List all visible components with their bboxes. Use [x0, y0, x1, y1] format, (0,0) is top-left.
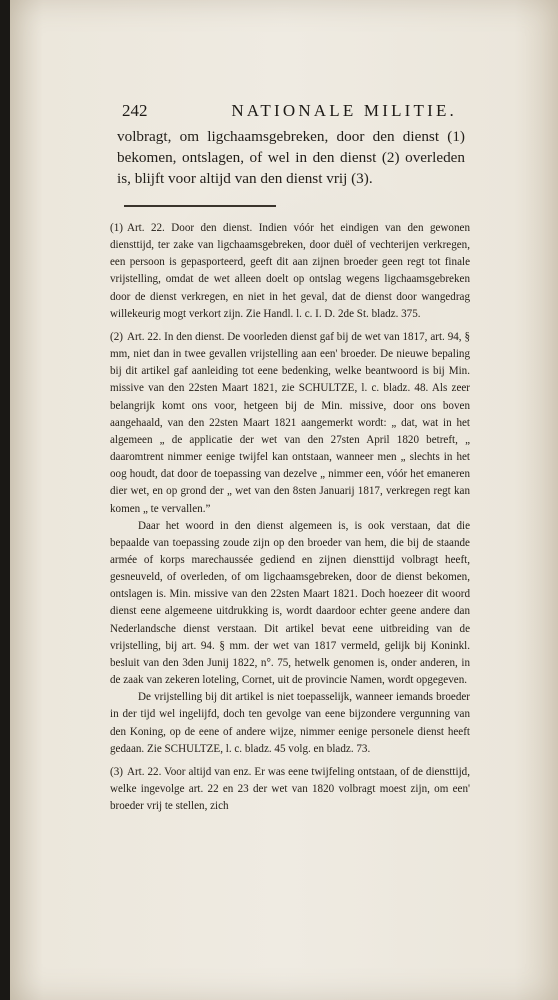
- footnote-paragraph: Daar het woord in den dienst algemeen is, is ook verstaan, dat die bepaalde van toepassing zoude zijn op den broeder van hem, die bij de staande armée of korps marechaussée gediend en zijnen diensttijd volbragt heeft, gesneuveld, of overleden, of om ligchaamsgebreken, door de dienst bekomen, ontslagen is. Min. missive van den 22sten Maart 1821. Doch hoezeer dit woord dienst eene algemeene uitdrukking is, wordt daardoor echter geene andere dan Nederlandsche dienst verstaan. Dit artikel bevat eene uitbreiding van de vrijstelling, bij art. 94. § mm. der wet van 1817 vermeld, gelijk bij Koninkl. besluit van den 3den Junij 1822, n°. 75, hetwelk genomen is, onder anderen, in de zaak van zekeren loteling, Cornet, uit de provincie Namen, wordt opgegeven.: [110, 519, 470, 687]
- footnote-marker: (1): [110, 222, 123, 234]
- footnote-paragraph: [110, 329, 470, 518]
- footnote-separator-rule: [124, 205, 276, 207]
- running-title: NATIONALE MILITIE.: [231, 101, 457, 120]
- footnote-marker: (3): [110, 765, 123, 778]
- footnotes: [110, 220, 470, 821]
- footnote-3: [110, 764, 470, 815]
- footnote-2: [110, 329, 470, 758]
- footnote-text: Art. 22. Voor altijd van enz. Er was eene twijfeling ontstaan, of de diensttijd, welke ingevolge art. 22 en 23 der wet van 1820 volbragt moest zijn, om een' broeder vrij te stellen, zich: [110, 765, 470, 813]
- main-paragraph: volbragt, om ligchaamsgebreken, door den dienst (1) bekomen, ontslagen, of wel in den dienst (2) overleden is, blijft voor altijd van den dienst vrij (3).: [117, 128, 465, 187]
- page-number: 242: [122, 101, 148, 120]
- footnote-paragraph: [110, 764, 470, 815]
- footnote-text: Art. 22. In den dienst. De voorleden dienst gaf bij de wet van 1817, art. 94, § mm, niet dan in twee gevallen vrijstelling aan een' broeder. De nieuwe bepaling bij dit artikel gaf aanleiding tot eene bedenking, welke beantwoord is bij Min. missive van den 22sten Maart 1821, zie SCHULTZE, l. c. bladz. 48. Als zeer belangrijk komt ons voor, hetgeen bij de Min. missive, door ons boven aangehaald, van den 22sten Maart 1821 aangemerkt wordt: „ dat, wat in het algemeen „ de applicatie der wet van den 27sten April 1820 betreft, „ daaromtrent nimmer eenige twijfel kan ontstaan, wanneer men „ slechts in het oog houdt, dat door de toepassing van dezelve „ nimmer een, vóór het emaneren dier wet, en op grond der „ wet van den 8sten Januarij 1817, verkregen regt kan komen „ te vervallen.”: [110, 330, 470, 515]
- footnote-paragraph: [110, 220, 470, 323]
- footnote-paragraph: De vrijstelling bij dit artikel is niet toepasselijk, wanneer iemands broeder in der tijd wel ingelijfd, doch ten gevolge van eene bijzondere vergunning van den Koning, op de eene of andere wijze, nimmer eenige personele dienst heeft gedaan. Zie SCHULTZE, l. c. bladz. 45 volg. en bladz. 73.: [110, 691, 470, 755]
- footnote-text: Art. 22. Door den dienst. Indien vóór het eindigen van den gewonen diensttijd, ter zake van ligchaamsgebreken, door duël of vechterijen verkregen, een persoon is gepasporteerd, geeft dit aan zijnen broeder geen regt tot finale vrijstelling, omdat de wet alleen doelt op ontslag wegens ligchaamsgebreken door de dienst verkregen, en niet in het geval, dat de dienst door wangedrag willekeurig mogt verkort zijn. Zie Handl. l. c. I. D. 2de St. bladz. 375.: [110, 222, 470, 320]
- footnote-marker: (2): [110, 330, 123, 343]
- page-header: [122, 101, 457, 125]
- book-page: [10, 0, 558, 1000]
- footnote-1: [110, 220, 470, 323]
- main-text: [117, 126, 465, 189]
